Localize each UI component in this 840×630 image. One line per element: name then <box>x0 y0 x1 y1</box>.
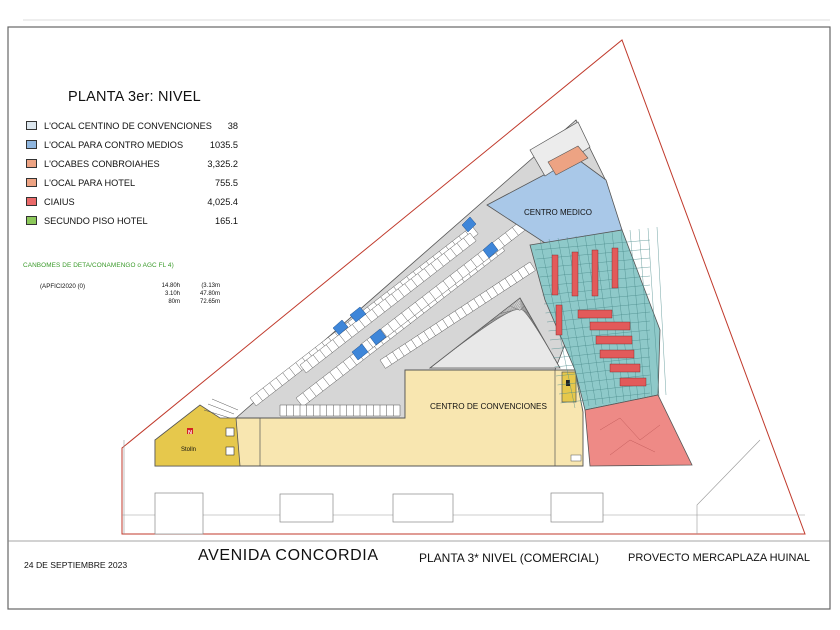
dimension-value: 72.65m <box>199 299 220 305</box>
room-block <box>610 364 640 372</box>
legend-value: 4,025.4 <box>207 197 238 207</box>
dimension-value: 47.80m <box>199 291 220 297</box>
room-block <box>552 255 558 295</box>
footer-plan: PLANTA 3* NIVEL (COMERCIAL) <box>419 551 600 565</box>
parking-row <box>280 405 400 416</box>
legend-label: L'OCAL CENTINO DE CONVENCIONES <box>44 121 212 131</box>
room-block <box>556 305 562 335</box>
legend-label: CIAIUS <box>44 197 75 207</box>
elevator-icon <box>226 447 234 455</box>
street-box <box>280 494 333 522</box>
legend-swatch <box>26 121 37 130</box>
legend-value: 165.1 <box>215 216 238 226</box>
convention-label: CENTRO DE CONVENCIONES <box>430 402 547 411</box>
elevator-icon <box>226 428 234 436</box>
street-box <box>155 493 203 534</box>
legend-label: L'OCAL PARA CONTRO MEDIOS <box>44 140 184 150</box>
medical-label: CENTRO MEDICO <box>524 208 592 217</box>
room-block <box>590 322 630 330</box>
legend-value: 38 <box>227 121 238 131</box>
legend-item <box>26 177 238 196</box>
street-box <box>551 493 603 522</box>
legend-label: L'OCABES CONBROIAHES <box>44 159 160 169</box>
legend-note: CANBOMES DE DETA/CONAMENGO o AGC FL 4) <box>23 262 174 269</box>
footer-avenue: AVENIDA CONCORDIA <box>198 547 379 564</box>
legend-value: 755.5 <box>215 178 238 188</box>
dimension-value: 14.80h <box>161 283 180 289</box>
stair-label: Stolln <box>181 447 197 453</box>
area-code: (APFICI2020 (0) <box>40 283 86 290</box>
room-block <box>620 378 646 386</box>
legend-item <box>26 196 238 215</box>
legend-item <box>26 139 238 158</box>
room-block <box>600 350 634 358</box>
dimension-value: (3.13m <box>201 283 220 289</box>
corner-wall <box>697 440 760 534</box>
legend-item <box>26 215 238 234</box>
legend-value: 1035.5 <box>209 140 238 150</box>
legend-item <box>26 120 238 139</box>
plan-title: PLANTA 3er: NIVEL <box>68 89 201 105</box>
legend <box>26 120 238 234</box>
room-block <box>578 310 612 318</box>
footer-date: 24 DE SEPTIEMBRE 2023 <box>24 560 128 570</box>
legend-swatch <box>26 216 37 225</box>
stair-core-right <box>562 372 576 402</box>
room-block <box>596 336 632 344</box>
footer-project: PROVECTO MERCAPLAZA HUINAL <box>628 552 810 564</box>
room-block <box>572 252 578 296</box>
legend-item <box>26 158 238 177</box>
legend-label: L'OCAL PARA HOTEL <box>44 178 136 188</box>
stair-mark: N <box>188 430 192 436</box>
legend-swatch <box>26 197 37 206</box>
dimension-value: 3.10h <box>164 291 180 297</box>
room-block <box>592 250 598 296</box>
street-box <box>393 494 453 522</box>
dimension-value: 80m <box>168 299 180 305</box>
legend-swatch <box>26 159 37 168</box>
legend-label: SECUNDO PISO HOTEL <box>44 216 148 226</box>
legend-swatch <box>26 140 37 149</box>
legend-value: 3,325.2 <box>207 159 238 169</box>
legend-swatch <box>26 178 37 187</box>
room-block <box>612 248 618 288</box>
